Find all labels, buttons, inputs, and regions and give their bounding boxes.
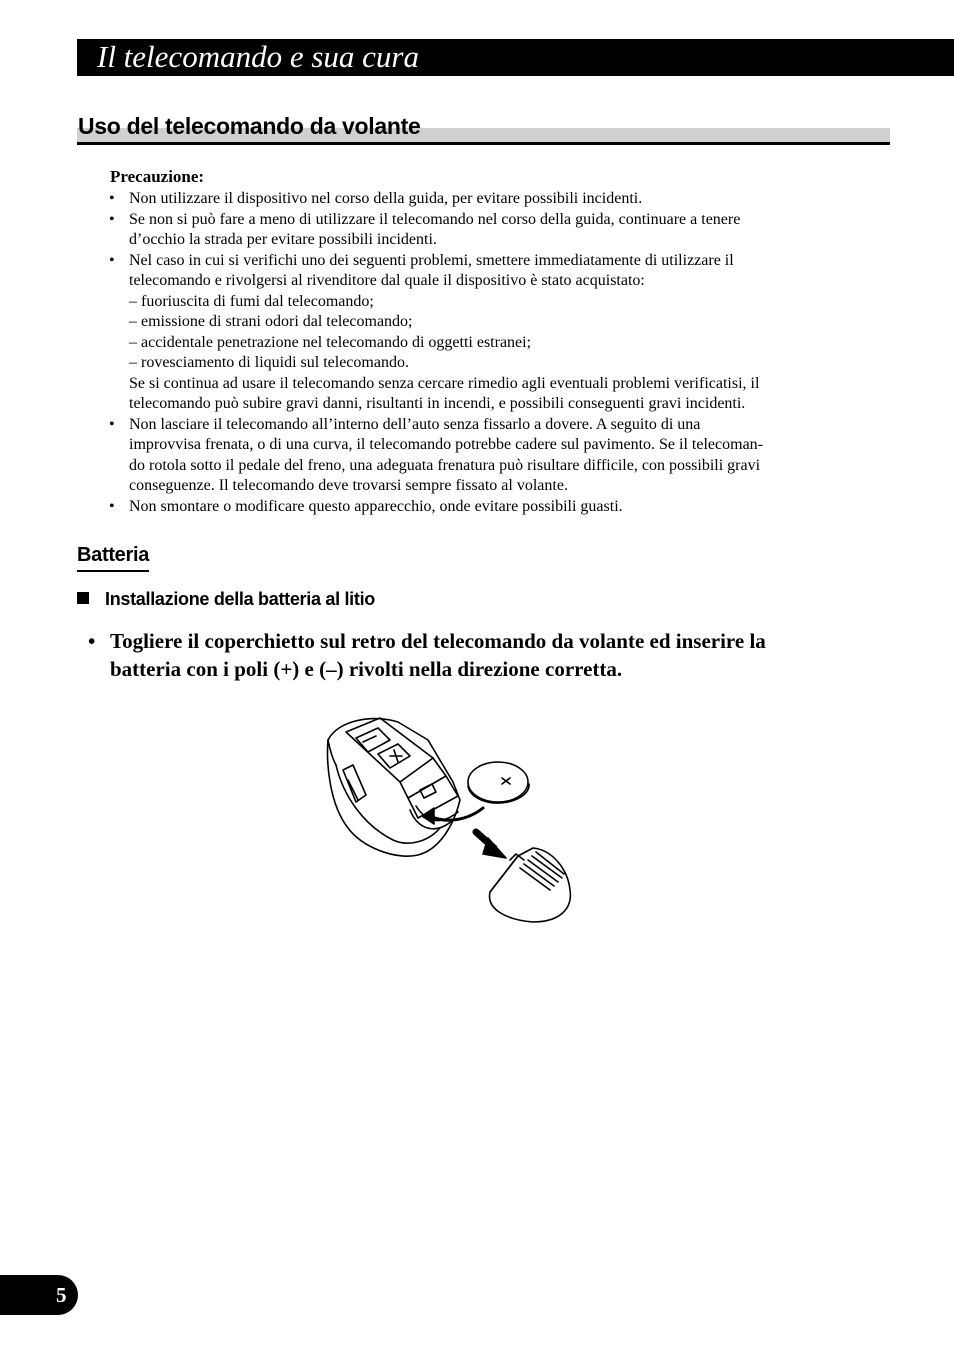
battery-heading: Batteria (77, 542, 149, 572)
battery-subheading (77, 587, 375, 611)
caution-line: Nel caso in cui si verifichi uno dei seguenti problemi, smettere immediatamente di utilizzare il (129, 251, 734, 269)
battery-installation-illustration (318, 710, 588, 930)
caution-line: d’occhio la strada per evitare possibili incidenti. (129, 231, 437, 248)
step-line: batteria con i poli (+) e (–) rivolti nella direzione corretta. (110, 657, 623, 681)
bullet-icon: • (88, 629, 96, 653)
square-bullet-icon (77, 592, 89, 604)
caution-item: • Non utilizzare il dispositivo nel corso della guida, per evitare possibili incidenti. (107, 189, 857, 210)
caution-item: • Non smontare o modificare questo apparecchio, onde evitare possibili guasti. (107, 497, 857, 518)
chapter-title: Il telecomando e sua cura (97, 39, 419, 74)
caution-line: improvvisa frenata, o di una curva, il telecomando potrebbe cadere sul pavimento. Se il telecoman- (129, 436, 763, 453)
page-number: 5 (56, 1283, 67, 1307)
remote-body-drawing (328, 718, 460, 856)
step-line: Togliere il coperchietto sul retro del telecomando da volante ed inserire la (110, 629, 766, 653)
section-heading-rule (77, 142, 890, 145)
remove-arrow-icon (476, 832, 506, 858)
caution-line: Non lasciare il telecomando all’interno dell’auto senza fissarlo a dovere. A seguito di una (129, 415, 701, 433)
caution-line: Se non si può fare a meno di utilizzare il telecomando nel corso della guida, continuare a tenere (129, 210, 741, 228)
caution-line: do rotola sotto il pedale del freno, una adeguata frenatura può risultare difficile, con possibili gravi (129, 456, 761, 474)
caution-item: • Non lasciare il telecomando all’interno dell’auto senza fissarlo a dovere. A seguito di una improvvisa frenata, o di una curva, il telecomando potrebbe cadere sul pavimento. Se il telecoman- do rotola sotto il pedale del freno, una adeguata frenatura può risultare difficile, con possibili gravi conseguenze. Il telecomando deve trovarsi sempre fissato al volante. (107, 415, 857, 497)
page-number-tab (0, 1275, 78, 1315)
battery-subheading-text: Installazione della batteria al litio (105, 589, 375, 609)
caution-line: telecomando può subire gravi danni, risultanti in incendi, e possibili conseguenti gravi incidenti. (129, 395, 746, 412)
section-title: Uso del telecomando da volante (78, 113, 421, 139)
caution-line: Se si continua ad usare il telecomando senza cercare rimedio agli eventuali problemi verificatisi, il (129, 374, 760, 392)
caution-line: Non utilizzare il dispositivo nel corso della guida, per evitare possibili incidenti. (129, 190, 643, 207)
caution-line: – rovesciamento di liquidi sul telecomando. (129, 354, 409, 371)
section-heading (77, 110, 890, 145)
caution-item: • Se non si può fare a meno di utilizzare il telecomando nel corso della guida, continuare a tenere d’occhio la strada per evitare possibili incidenti. (107, 210, 857, 251)
caution-label: Precauzione: (110, 167, 205, 186)
step-instruction (88, 627, 858, 683)
caution-line: conseguenze. Il telecomando deve trovarsi sempre fissato al volante. (129, 477, 568, 494)
caution-line: Non smontare o modificare questo apparecchio, onde evitare possibili guasti. (129, 497, 623, 515)
coin-battery-drawing (468, 762, 529, 803)
caution-item: • Nel caso in cui si verifichi uno dei seguenti problemi, smettere immediatamente di utilizzare il telecomando e rivolgersi al rivenditore dal quale il dispositivo è stato acquistato: – fuoriuscita di fumi dal telecomando; – emissione di strani odori dal telecomando; – accidentale penetrazione nel telecomando di oggetti estranei; – rovesciamento di liquidi sul telecomando. Se si continua ad usare il telecomando senza cercare rimedio agli eventuali problemi verificatisi, il telecomando può subire gravi danni, risultanti in incendi, e possibili conseguenti gravi incidenti. (107, 251, 857, 415)
caution-line: – accidentale penetrazione nel telecomando di oggetti estranei; (129, 333, 532, 351)
caution-list (107, 189, 857, 517)
caution-line: telecomando e rivolgersi al rivenditore dal quale il dispositivo è stato acquistato: (129, 272, 645, 289)
battery-cover-drawing (490, 848, 571, 922)
caution-line: – emissione di strani odori dal telecomando; (129, 313, 413, 330)
caution-line: – fuoriuscita di fumi dal telecomando; (129, 292, 374, 310)
chapter-title-bar (77, 39, 954, 76)
